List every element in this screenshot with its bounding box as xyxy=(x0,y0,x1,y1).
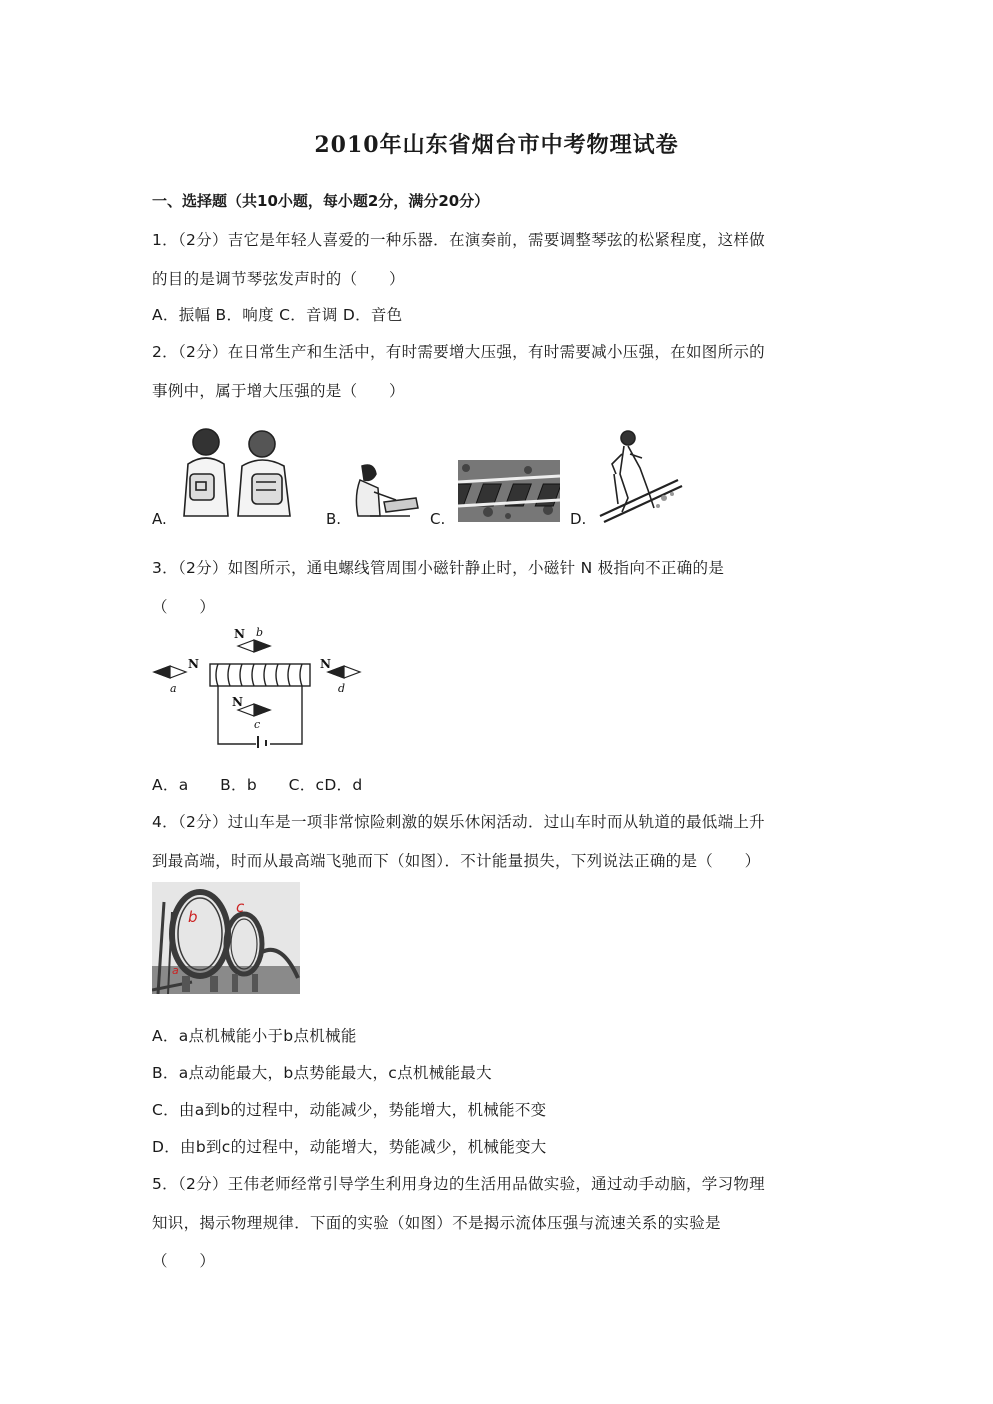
coaster-label-c: c xyxy=(236,898,245,916)
roller-coaster-figure xyxy=(152,882,300,994)
q2-line1: 2．（2分）在日常生产和生活中，有时需要增大压强，有时需要减小压强，在如图所示的 xyxy=(152,343,765,361)
q4-option-c: C．由a到b的过程中，动能减少，势能增大，机械能不变 xyxy=(152,1101,547,1119)
q1-line2: 的目的是调节琴弦发声时的（ ） xyxy=(152,270,405,288)
q3-options: A．a B．b C．cD．d xyxy=(152,776,363,794)
coaster-label-b: b xyxy=(188,908,198,926)
railway-track-figure xyxy=(458,460,560,522)
q2-option-a-label: A. xyxy=(152,510,167,528)
q4-option-d: D．由b到c的过程中，动能增大，势能减少，机械能变大 xyxy=(152,1138,547,1156)
skier-figure xyxy=(598,428,688,524)
q3-line1: 3．（2分）如图所示，通电螺线管周围小磁针静止时，小磁针 N 极指向不正确的是 xyxy=(152,559,725,577)
q4-line1: 4．（2分）过山车是一项非常惊险刺激的娱乐休闲活动．过山车时而从轨道的最低端上升 xyxy=(152,813,765,831)
q4-option-a: A．a点机械能小于b点机械能 xyxy=(152,1027,357,1045)
solenoid-label-a: a xyxy=(170,682,177,695)
cutting-woman-figure xyxy=(350,462,422,522)
section-title: 一、选择题（共10小题，每小题2分，满分20分） xyxy=(152,192,490,210)
q2-line2: 事例中，属于增大压强的是（ ） xyxy=(152,382,405,400)
q3-line2: （ ） xyxy=(152,598,216,616)
solenoid-label-n-d: N xyxy=(320,657,331,671)
q5-line2: 知识，揭示物理规律．下面的实验（如图）不是揭示流体压强与流速关系的实验是 xyxy=(152,1214,721,1232)
backpack-students-figure xyxy=(176,424,300,522)
solenoid-label-n-c: N xyxy=(232,695,243,709)
coaster-label-a: a xyxy=(172,964,179,977)
solenoid-compass-figure xyxy=(152,624,364,748)
q2-option-c-label: C. xyxy=(430,510,446,528)
q4-line2: 到最高端，时而从最高端飞驰而下（如图）．不计能量损失，下列说法正确的是（ ） xyxy=(152,852,761,870)
solenoid-label-n-b: N xyxy=(234,627,245,641)
q4-option-b: B．a点动能最大，b点势能最大，c点机械能最大 xyxy=(152,1064,492,1082)
q5-line1: 5．（2分）王伟老师经常引导学生利用身边的生活用品做实验，通过动手动脑，学习物理 xyxy=(152,1175,765,1193)
q1-line1: 1．（2分）吉它是年轻人喜爱的一种乐器．在演奏前，需要调整琴弦的松紧程度，这样做 xyxy=(152,231,765,249)
solenoid-label-b: b xyxy=(256,626,264,639)
solenoid-label-d: d xyxy=(338,682,346,695)
q1-options: A．振幅 B．响度 C．音调 D．音色 xyxy=(152,306,403,324)
q2-option-d-label: D. xyxy=(570,510,587,528)
q2-option-b-label: B. xyxy=(326,510,342,528)
q5-line3: （ ） xyxy=(152,1252,216,1270)
page-title: 2010年山东省烟台市中考物理试卷 xyxy=(314,132,679,158)
solenoid-label-c: c xyxy=(254,718,261,731)
solenoid-label-n-a: N xyxy=(188,657,199,671)
